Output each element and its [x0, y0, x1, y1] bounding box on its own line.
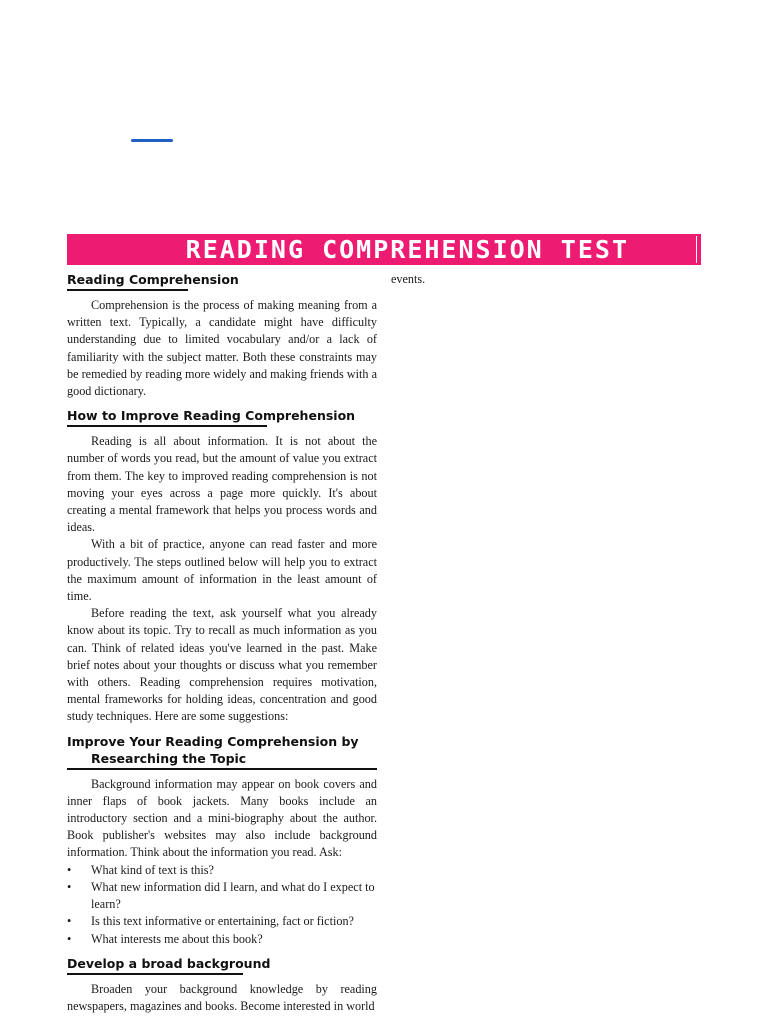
paragraph: Background information may appear on book covers and inner flaps of book jackets. Many books include an introductory section and a mini-biography about the author. Book publisher's websites may also include background information. Think about the information you read. Ask: — [67, 776, 377, 860]
section-heading — [67, 955, 377, 972]
paragraph: With a bit of practice, anyone can read faster and more productively. The steps outlined below will help you to extract the maximum amount of information in the least amount of time. — [67, 537, 377, 604]
bullet-icon: • — [67, 931, 72, 946]
page-title: READING COMPREHENSION TEST — [185, 235, 629, 264]
section-broad-background — [67, 955, 377, 1015]
list-item-text: What kind of text is this? — [91, 862, 214, 877]
list-item-text: What interests me about this book? — [91, 931, 263, 946]
title-banner — [67, 234, 701, 265]
banner-divider — [696, 236, 697, 263]
section-heading — [67, 407, 377, 424]
list-item — [67, 931, 377, 948]
section-heading-text: Develop a broad background — [67, 955, 271, 971]
section-heading-text: Researching the Topic — [91, 750, 247, 766]
list-item-text: What new information did I learn, and what do I expect to learn? — [91, 879, 375, 912]
section-heading-text: How to Improve Reading Comprehension — [67, 408, 356, 424]
paragraph: Comprehension is the process of making meaning from a written text. Typically, a candidate might have difficulty understanding due to limited vocabulary and/or a lack of familiarity with the subject matter. Both these constraints may be remedied by reading more widely and making friends with a good dictionary. — [67, 298, 377, 399]
bullet-icon: • — [67, 914, 72, 929]
decorative-blue-mark — [131, 139, 173, 142]
paragraph: Before reading the text, ask yourself what you already know about its topic. Try to recall as much information as you can. Think of related ideas you've learned in the past. Make brief notes about your thoughts or discuss what you remember with others. Reading comprehension requires motivation, mental frameworks for holding ideas, concentration and good study techniques. Here are some suggestions: — [67, 606, 377, 724]
left-column — [67, 271, 377, 1015]
list-item — [67, 879, 377, 913]
bullet-icon: • — [67, 862, 72, 877]
section-heading-text: Reading Comprehension — [67, 272, 239, 287]
paragraph: Broaden your background knowledge by reading newspapers, magazines and books. Become interested in world — [67, 981, 377, 1013]
right-column — [391, 271, 701, 288]
list-item — [67, 913, 377, 930]
section-researching-the-topic — [67, 733, 377, 948]
section-heading — [67, 271, 377, 288]
paragraph: Reading is all about information. It is not about the number of words you read, but the amount of value you extract from them. The key to improved reading comprehension is not moving your eyes across a page more quickly. It's about creating a mental framework that helps you process words and ideas. — [67, 434, 377, 535]
question-list — [67, 862, 377, 948]
section-how-to-improve — [67, 407, 377, 725]
section-heading-text: Improve Your Reading Comprehension by — [67, 733, 359, 749]
section-heading — [67, 733, 377, 767]
section-reading-comprehension — [67, 271, 377, 400]
list-item-text: Is this text informative or entertaining, fact or fiction? — [91, 914, 354, 929]
continued-text: events. — [391, 272, 426, 286]
bullet-icon: • — [67, 879, 72, 894]
list-item — [67, 862, 377, 879]
